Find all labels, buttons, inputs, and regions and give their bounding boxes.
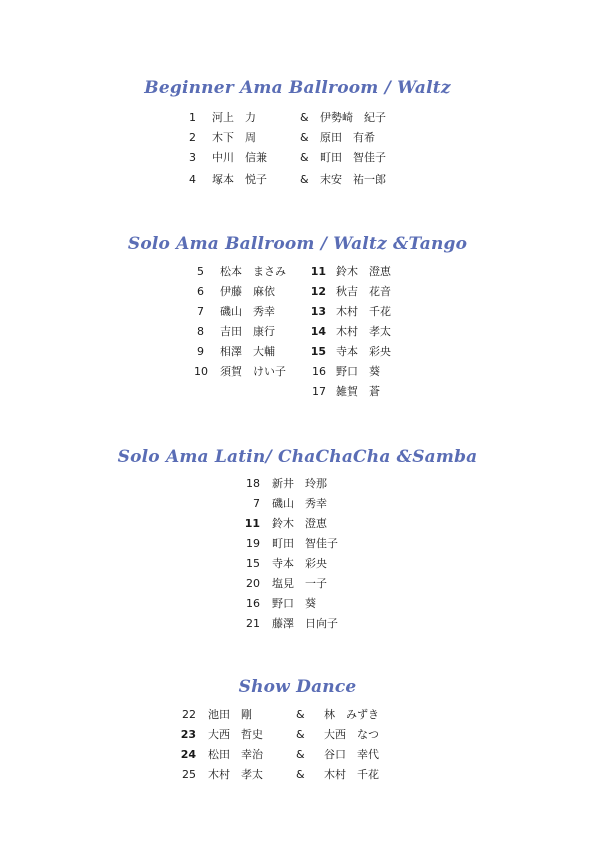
entry-number: 8: [197, 325, 204, 338]
entry-number: 11: [310, 265, 326, 278]
ampersand: &: [300, 131, 309, 144]
entry-number: 13: [310, 305, 326, 318]
ampersand: &: [296, 748, 305, 761]
section-title-beginner: Beginner Ama Ballroom / Waltz: [144, 78, 451, 98]
dancer-name: 伊藤 麻依: [220, 285, 275, 298]
dancer-name: 磯山 秀幸: [220, 305, 275, 318]
entry-number: 24: [180, 748, 196, 761]
leader-name: 木下 周: [212, 131, 256, 144]
partner-name: 木村 千花: [324, 768, 379, 781]
entry-number: 17: [312, 385, 326, 398]
entry-number: 16: [312, 365, 326, 378]
dancer-name: 鈴木 澄恵: [272, 517, 327, 530]
dancer-name: 藤澤 日向子: [272, 617, 338, 630]
dancer-name: 木村 孝太: [336, 325, 391, 338]
dancer-name: 秋吉 花音: [336, 285, 391, 298]
entry-number: 25: [182, 768, 196, 781]
partner-name: 大西 なつ: [324, 728, 379, 741]
dancer-name: 寺本 彩央: [336, 345, 391, 358]
entry-number: 5: [197, 265, 204, 278]
entry-number: 6: [197, 285, 204, 298]
section-title-solo-latin: Solo Ama Latin/ ChaChaCha &Samba: [117, 447, 478, 467]
entry-number: 22: [182, 708, 196, 721]
ampersand: &: [296, 728, 305, 741]
entry-number: 11: [244, 517, 260, 530]
dancer-name: 野口 葵: [272, 597, 316, 610]
dancer-name: 鈴木 澄恵: [336, 265, 391, 278]
entry-number: 20: [246, 577, 260, 590]
partner-name: 谷口 幸代: [324, 748, 379, 761]
entry-number: 23: [180, 728, 196, 741]
ampersand: &: [300, 111, 309, 124]
entry-number: 10: [194, 365, 208, 378]
dancer-name: 寺本 彩央: [272, 557, 327, 570]
dancer-name: 新井 玲那: [272, 477, 327, 490]
section-title-show-dance: Show Dance: [238, 677, 357, 697]
entry-number: 9: [197, 345, 204, 358]
entry-number: 21: [246, 617, 260, 630]
dancer-name: 相澤 大輔: [220, 345, 275, 358]
ampersand: &: [296, 768, 305, 781]
dancer-name: 吉田 康行: [220, 325, 275, 338]
partner-name: 林 みずき: [324, 708, 379, 721]
dancer-name: 磯山 秀幸: [272, 497, 327, 510]
leader-name: 池田 剛: [208, 708, 252, 721]
dancer-name: 木村 千花: [336, 305, 391, 318]
entry-number: 12: [310, 285, 326, 298]
dancer-name: 野口 葵: [336, 365, 380, 378]
leader-name: 中川 信兼: [212, 151, 267, 164]
leader-name: 塚本 悦子: [212, 173, 267, 186]
leader-name: 木村 孝太: [208, 768, 263, 781]
dancer-name: 町田 智佳子: [272, 537, 338, 550]
leader-name: 大西 哲史: [208, 728, 263, 741]
ampersand: &: [300, 151, 309, 164]
entry-number: 2: [189, 131, 196, 144]
entry-number: 15: [310, 345, 326, 358]
ampersand: &: [300, 173, 309, 186]
section-title-solo-ballroom: Solo Ama Ballroom / Waltz &Tango: [127, 234, 468, 254]
dancer-name: 須賀 けい子: [220, 365, 286, 378]
entry-number: 15: [246, 557, 260, 570]
entry-number: 14: [310, 325, 326, 338]
partner-name: 伊勢崎 紀子: [320, 111, 386, 124]
dancer-name: 雑賀 蒼: [336, 385, 380, 398]
partner-name: 原田 有希: [320, 131, 375, 144]
entry-number: 19: [246, 537, 260, 550]
entry-number: 18: [246, 477, 260, 490]
entry-number: 1: [189, 111, 196, 124]
entry-number: 3: [189, 151, 196, 164]
entry-number: 7: [197, 305, 204, 318]
partner-name: 末安 祐一郎: [320, 173, 386, 186]
partner-name: 町田 智佳子: [320, 151, 386, 164]
dancer-name: 塩見 一子: [272, 577, 327, 590]
ampersand: &: [296, 708, 305, 721]
dancer-name: 松本 まさみ: [220, 265, 286, 278]
entry-number: 16: [246, 597, 260, 610]
entry-number: 7: [253, 497, 260, 510]
leader-name: 松田 幸治: [208, 748, 263, 761]
leader-name: 河上 力: [212, 111, 256, 124]
entry-number: 4: [189, 173, 196, 186]
